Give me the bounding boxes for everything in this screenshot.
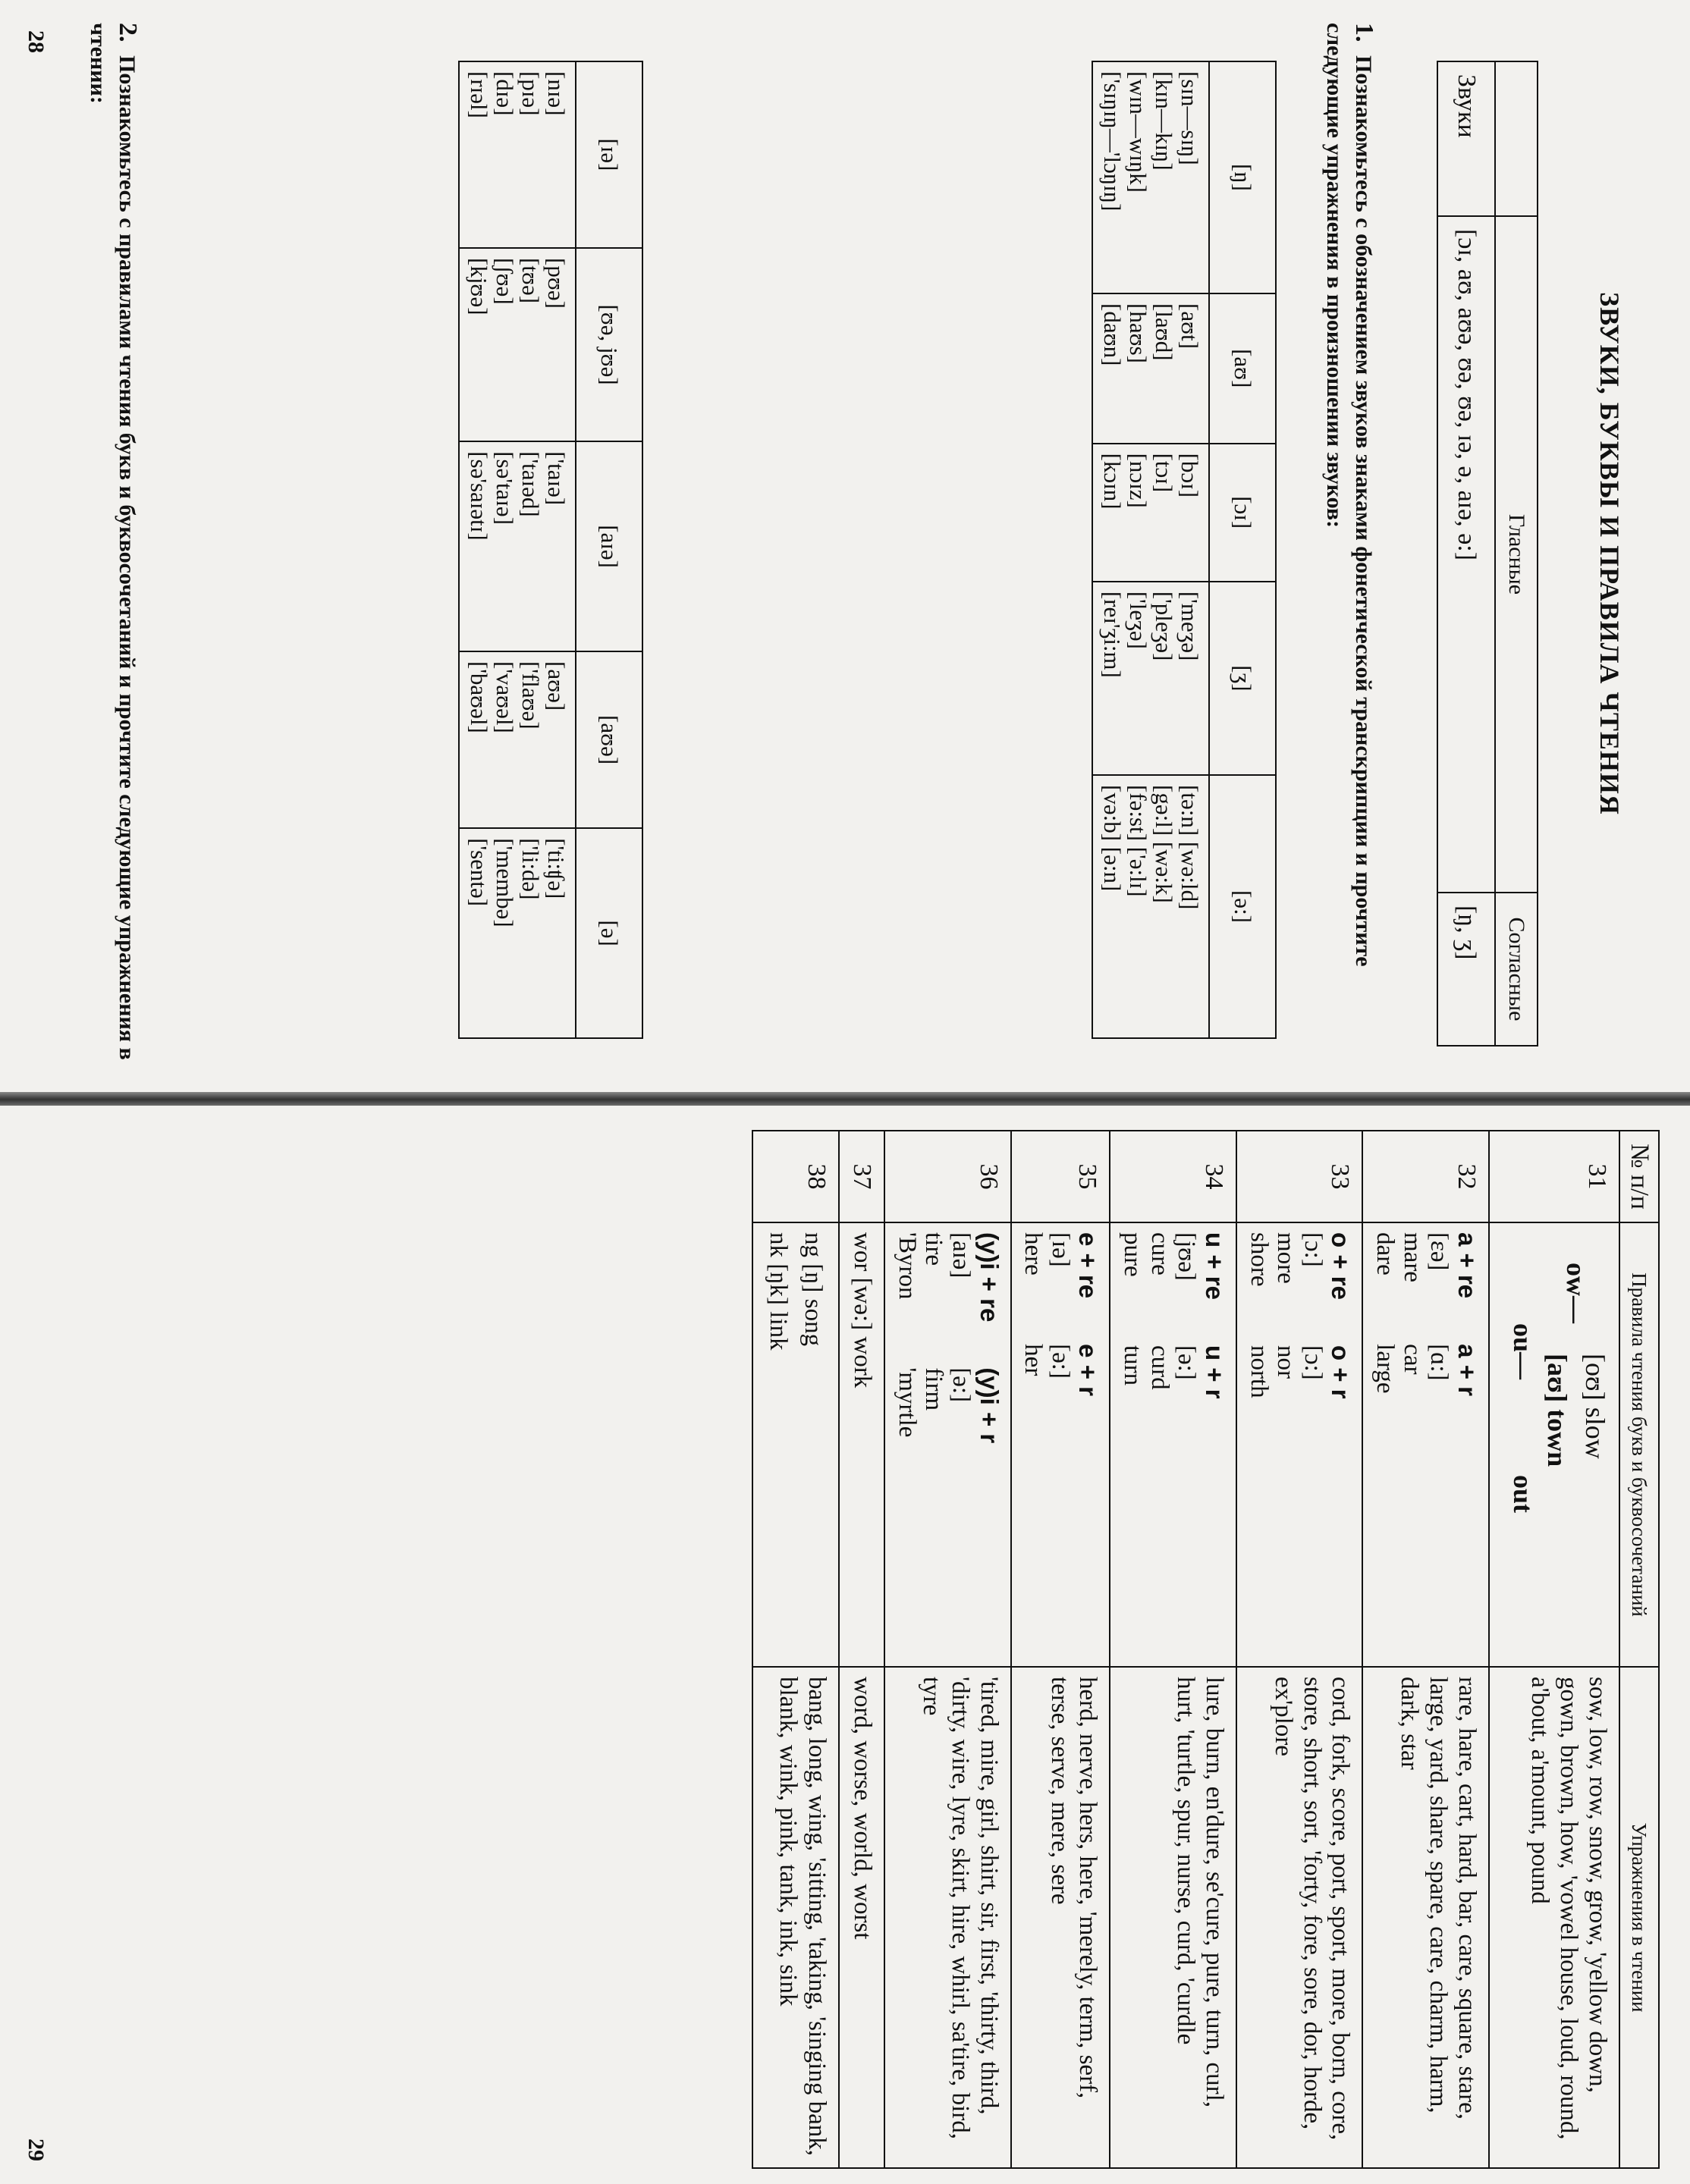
transcr2-header: [aʊə] (576, 651, 642, 828)
transcr1-cell (1092, 582, 1209, 775)
rule-cell (1489, 1222, 1619, 1667)
page-number-right: 29 (24, 2138, 49, 2161)
rule-example: ng [ŋ] song (799, 1232, 828, 1347)
transcr-item: [nɔɪz] (1124, 453, 1151, 508)
rule-col-1 (1371, 1232, 1481, 1298)
transcr2-cell (459, 61, 576, 248)
rule-example: her (1019, 1344, 1048, 1376)
rule-ow-slow: [oʊ] slow (1580, 1354, 1610, 1459)
rule-example: shore (1245, 1232, 1273, 1287)
transcr1-cell (1092, 293, 1209, 444)
rule-example: curd (1145, 1345, 1173, 1390)
transcr-item: [pʊə] (543, 258, 570, 309)
rule-cell (839, 1222, 884, 1667)
transcr-item: [daʊn] (1098, 303, 1126, 366)
rule-example: pure (1119, 1232, 1147, 1277)
rule-ow: ow— (1561, 1263, 1591, 1323)
transcr1-header: [ʒ] (1209, 582, 1276, 775)
transcr1-cell (1092, 61, 1209, 293)
exercise-cell: rare, hare, cart, hard, bar, care, square, stare, large, yard, share, spare, care, charm, harm, dark, star (1363, 1667, 1490, 2168)
left-page (0, 0, 1690, 1084)
rule-example: nk [ŋk] link (764, 1232, 792, 1351)
rule-sound: [ɑ:] (1425, 1344, 1453, 1381)
table-row (1489, 1131, 1619, 2168)
table-row (1363, 1131, 1490, 2168)
transcr-item: [aʊt] (1176, 303, 1203, 350)
table-row (1236, 1131, 1363, 2168)
exercise-2 (84, 23, 143, 1069)
transcr2-header: [aɪə] (576, 441, 642, 651)
rule-col-1 (1019, 1232, 1102, 1298)
rule-cell (1236, 1222, 1363, 1667)
sounds-vowels: [ɔɪ, aʊ, aʊə, ʊə, ʊə, ɪə, ə, aɪə, ə:] (1437, 216, 1495, 893)
page-heading: ЗВУКИ, БУКВЫ И ПРАВИЛА ЧТЕНИЯ (1594, 292, 1625, 815)
rule-sound: [aɪə] (947, 1232, 975, 1279)
rule-sound: [jʊə] (1173, 1232, 1201, 1281)
transcr-item: [pɪə] (517, 71, 544, 116)
rule-formula: e + r (1074, 1344, 1103, 1396)
rule-example: north (1245, 1345, 1273, 1398)
transcr-item: [tʊə] (517, 258, 544, 304)
rule-cell (1011, 1222, 1110, 1667)
rule-col-2 (1119, 1345, 1229, 1399)
transcr-item: ['taɪəd] (517, 451, 544, 517)
rule-example: tire (920, 1232, 948, 1266)
rule-formula: u + re (1201, 1232, 1229, 1300)
sounds-header-consonants: Согласные (1495, 893, 1538, 1046)
transcr-item: [kɔɪn] (1098, 453, 1126, 510)
rule-formula: o + re (1327, 1232, 1355, 1300)
table-row (752, 1131, 839, 2168)
transcr1-header: [ɔɪ] (1209, 444, 1276, 582)
rule-example: large (1371, 1344, 1399, 1394)
exercise-2-text: Познакомьтесь с правилами чтения букв и буквосочетаний и прочтите следующие упражнения в чтении: (86, 23, 140, 1060)
transcr-item: [sə'saɪətɪ] (465, 451, 492, 541)
rule-formula: o + r (1327, 1345, 1355, 1399)
transcr2-header: [ə] (576, 828, 642, 1038)
exercise-cell: cord, fork, score, port, sport, more, born, core, store, short, sort, 'forty, fore, sore, dor, horde, ex'plore (1236, 1667, 1363, 2168)
table-row (1011, 1131, 1110, 2168)
rule-example: 'Byron (893, 1232, 921, 1300)
row-number: 38 (752, 1131, 839, 1222)
transcr1-header: [aʊ] (1209, 293, 1276, 444)
rule-example: here (1019, 1232, 1048, 1276)
rule-formula: e + re (1074, 1232, 1103, 1299)
transcr-item: ['taɪə] (543, 451, 570, 506)
transcr-item: [tɔɪ] (1150, 453, 1177, 493)
transcr-item: [aʊə] (543, 661, 570, 711)
rule-ou-out: out (1508, 1475, 1538, 1514)
rule-cell (752, 1222, 839, 1667)
transcr2-cell (459, 441, 576, 651)
rule-sound: [ə:] (1173, 1345, 1201, 1380)
rule-col-2 (1371, 1344, 1481, 1396)
transcr1-header: [ŋ] (1209, 61, 1276, 293)
rule-cell (1363, 1222, 1490, 1667)
transcr-item: ['flaʊə] (517, 661, 544, 730)
transcr-item: [dɪə] (491, 71, 518, 116)
transcr2-header: [ʊə, jʊə] (576, 248, 642, 441)
rule-col-2 (893, 1367, 1003, 1443)
rule-cell (884, 1222, 1011, 1667)
rule-formula: u + r (1201, 1345, 1229, 1399)
transcr-item: ['sɪŋɪŋ—'lɔŋɪŋ] (1098, 71, 1126, 212)
sounds-header-vowels: Гласные (1495, 216, 1538, 893)
transcr-item: [ʃʊə] (491, 258, 518, 305)
table-row (839, 1131, 884, 2168)
rule-ow-town: [aʊ] town (1542, 1354, 1572, 1467)
rule-example: car (1398, 1344, 1426, 1375)
sounds-consonants: [ŋ, ʒ] (1437, 893, 1495, 1046)
book-gutter (0, 1092, 1690, 1106)
exercise-2-number: 2. (114, 23, 142, 42)
exercise-cell: word, worse, world, worst (839, 1667, 884, 2168)
rule-formula: (y)i + re (975, 1232, 1004, 1323)
rule-cell (1110, 1222, 1237, 1667)
transcr-item: [bɔɪ] (1176, 453, 1203, 498)
transcr-item: ['pleʒə] (1150, 591, 1177, 661)
transcr-item: [wɪn—wɪŋk] (1124, 71, 1151, 193)
exercise-1-number: 1. (1350, 23, 1378, 42)
transcription-table-1 (1092, 61, 1277, 1039)
rule-ou: ou— (1508, 1323, 1538, 1380)
rule-example: firm (920, 1367, 948, 1411)
exercise-cell: herd, nerve, hers, here, 'merely, term, serf, terse, serve, mere, sere (1011, 1667, 1110, 2168)
sounds-header-empty (1495, 61, 1538, 216)
transcr1-cell (1092, 444, 1209, 582)
rule-col-2 (1245, 1345, 1355, 1399)
reading-rules-table (752, 1130, 1660, 2169)
rule-example: 'myrtle (893, 1367, 921, 1438)
transcr-item: [fə:st] ['ə:lɪ] (1124, 785, 1151, 897)
rule-example: mare (1398, 1232, 1426, 1282)
rule-formula: a + re (1453, 1232, 1481, 1299)
transcr-item: ['li:də] (517, 838, 544, 900)
rule-example: wor [wə:] work (849, 1232, 877, 1389)
row-number: 36 (884, 1131, 1011, 1222)
transcr-item: [kjʊə] (465, 258, 492, 315)
transcr-item: [gə:l] [wə:k] (1150, 785, 1177, 903)
exercise-cell: lure, burn, en'dure, se'cure, pure, turn, curl, hurt, 'turtle, spur, nurse, curd, 'curdle (1110, 1667, 1237, 2168)
exercise-cell: sow, low, row, snow, grow, 'yellow down, gown, brown, how, 'vowel house, loud, round, a'bout, a'mount, pound (1489, 1667, 1619, 2168)
table-row (1110, 1131, 1237, 2168)
row-number: 35 (1011, 1131, 1110, 1222)
transcr-item: [kɪn—kɪŋ] (1150, 71, 1177, 171)
rule-example: nor (1272, 1345, 1300, 1379)
header-rules: Правила чтения букв и буквосочетаний (1619, 1222, 1659, 1667)
exercise-1-text: Познакомьтесь с обозначением звуков знаками фонетической транскрипции и прочтите следующие упражнения в произношении звуков: (1322, 23, 1376, 967)
transcr2-header: [ɪə] (576, 61, 642, 248)
page-number-left: 28 (24, 30, 49, 53)
transcr-item: ['ti:ʧə] (543, 838, 570, 899)
transcr-item: [laʊd] (1150, 303, 1177, 361)
table-row (884, 1131, 1011, 2168)
rule-col-1 (1245, 1232, 1355, 1300)
exercise-1 (1321, 23, 1379, 1069)
sounds-row-label: Звуки (1437, 61, 1495, 216)
rule-sound: [ɛə] (1425, 1232, 1453, 1271)
rule-sound: [ə:] (947, 1367, 975, 1403)
transcr-item: [nɪə] (543, 71, 570, 116)
ow-ou-diagram (1497, 1232, 1611, 1657)
transcr-item: [tə:n] [wə:ld] (1176, 785, 1203, 910)
rule-example: cure (1145, 1232, 1173, 1276)
rule-sound: [ɔ:] (1299, 1345, 1327, 1380)
rule-formula: a + r (1453, 1344, 1481, 1396)
header-num: № п/п (1619, 1131, 1659, 1222)
transcr-item: [rɪəl] (465, 71, 492, 118)
transcr2-cell (459, 828, 576, 1038)
right-page (0, 1115, 1690, 2184)
transcr-item: [haʊs] (1124, 303, 1151, 363)
rule-example: dare (1371, 1232, 1399, 1276)
rule-example: more (1272, 1232, 1300, 1284)
transcr1-header: [ə:] (1209, 775, 1276, 1038)
transcr2-cell (459, 248, 576, 441)
transcr-item: ['leʒə] (1124, 591, 1151, 649)
transcr-item: ['membə] (491, 838, 518, 927)
transcr-item: ['meʒə] (1176, 591, 1203, 661)
header-exercises: Упражнения в чтении (1619, 1667, 1659, 2168)
transcr-item: [sə'taɪə] (491, 451, 518, 526)
exercise-cell: bang, long, wing, 'sitting, 'taking, 'singing bank, blank, wink, pink, tank, ink, sink (752, 1667, 839, 2168)
rule-formula: (y)i + r (975, 1367, 1004, 1444)
sounds-table (1437, 61, 1538, 1046)
rule-col-1 (1119, 1232, 1229, 1300)
transcription-table-2 (458, 61, 643, 1039)
rule-col-1 (893, 1232, 1003, 1322)
rule-sound: [ɔ:] (1299, 1232, 1327, 1267)
row-number: 31 (1489, 1131, 1619, 1222)
transcr-item: [sɪn—sɪŋ] (1176, 71, 1203, 165)
transcr-item: [reɪ'ʒi:m] (1098, 591, 1126, 678)
transcr-item: [və:b] [ə:n] (1098, 785, 1126, 892)
row-number: 37 (839, 1131, 884, 1222)
row-number: 32 (1363, 1131, 1490, 1222)
rule-example: turn (1119, 1345, 1147, 1386)
row-number: 33 (1236, 1131, 1363, 1222)
transcr-item: ['vaʊəl] (491, 661, 518, 733)
rule-sound: [ɪə] (1046, 1232, 1074, 1267)
rule-col-2 (1019, 1344, 1102, 1396)
transcr-item: ['baʊəl] (465, 661, 492, 733)
rule-sound: [ə:] (1046, 1344, 1074, 1379)
exercise-cell: 'tired, mire, girl, shirt, sir, first, 'thirty, third, 'dirty, wire, lyre, skirt, hire, whirl, sa'tire, bird, tyre (884, 1667, 1011, 2168)
row-number: 34 (1110, 1131, 1237, 1222)
transcr2-cell (459, 651, 576, 828)
transcr-item: ['sentə] (465, 838, 492, 907)
transcr1-cell (1092, 775, 1209, 1038)
